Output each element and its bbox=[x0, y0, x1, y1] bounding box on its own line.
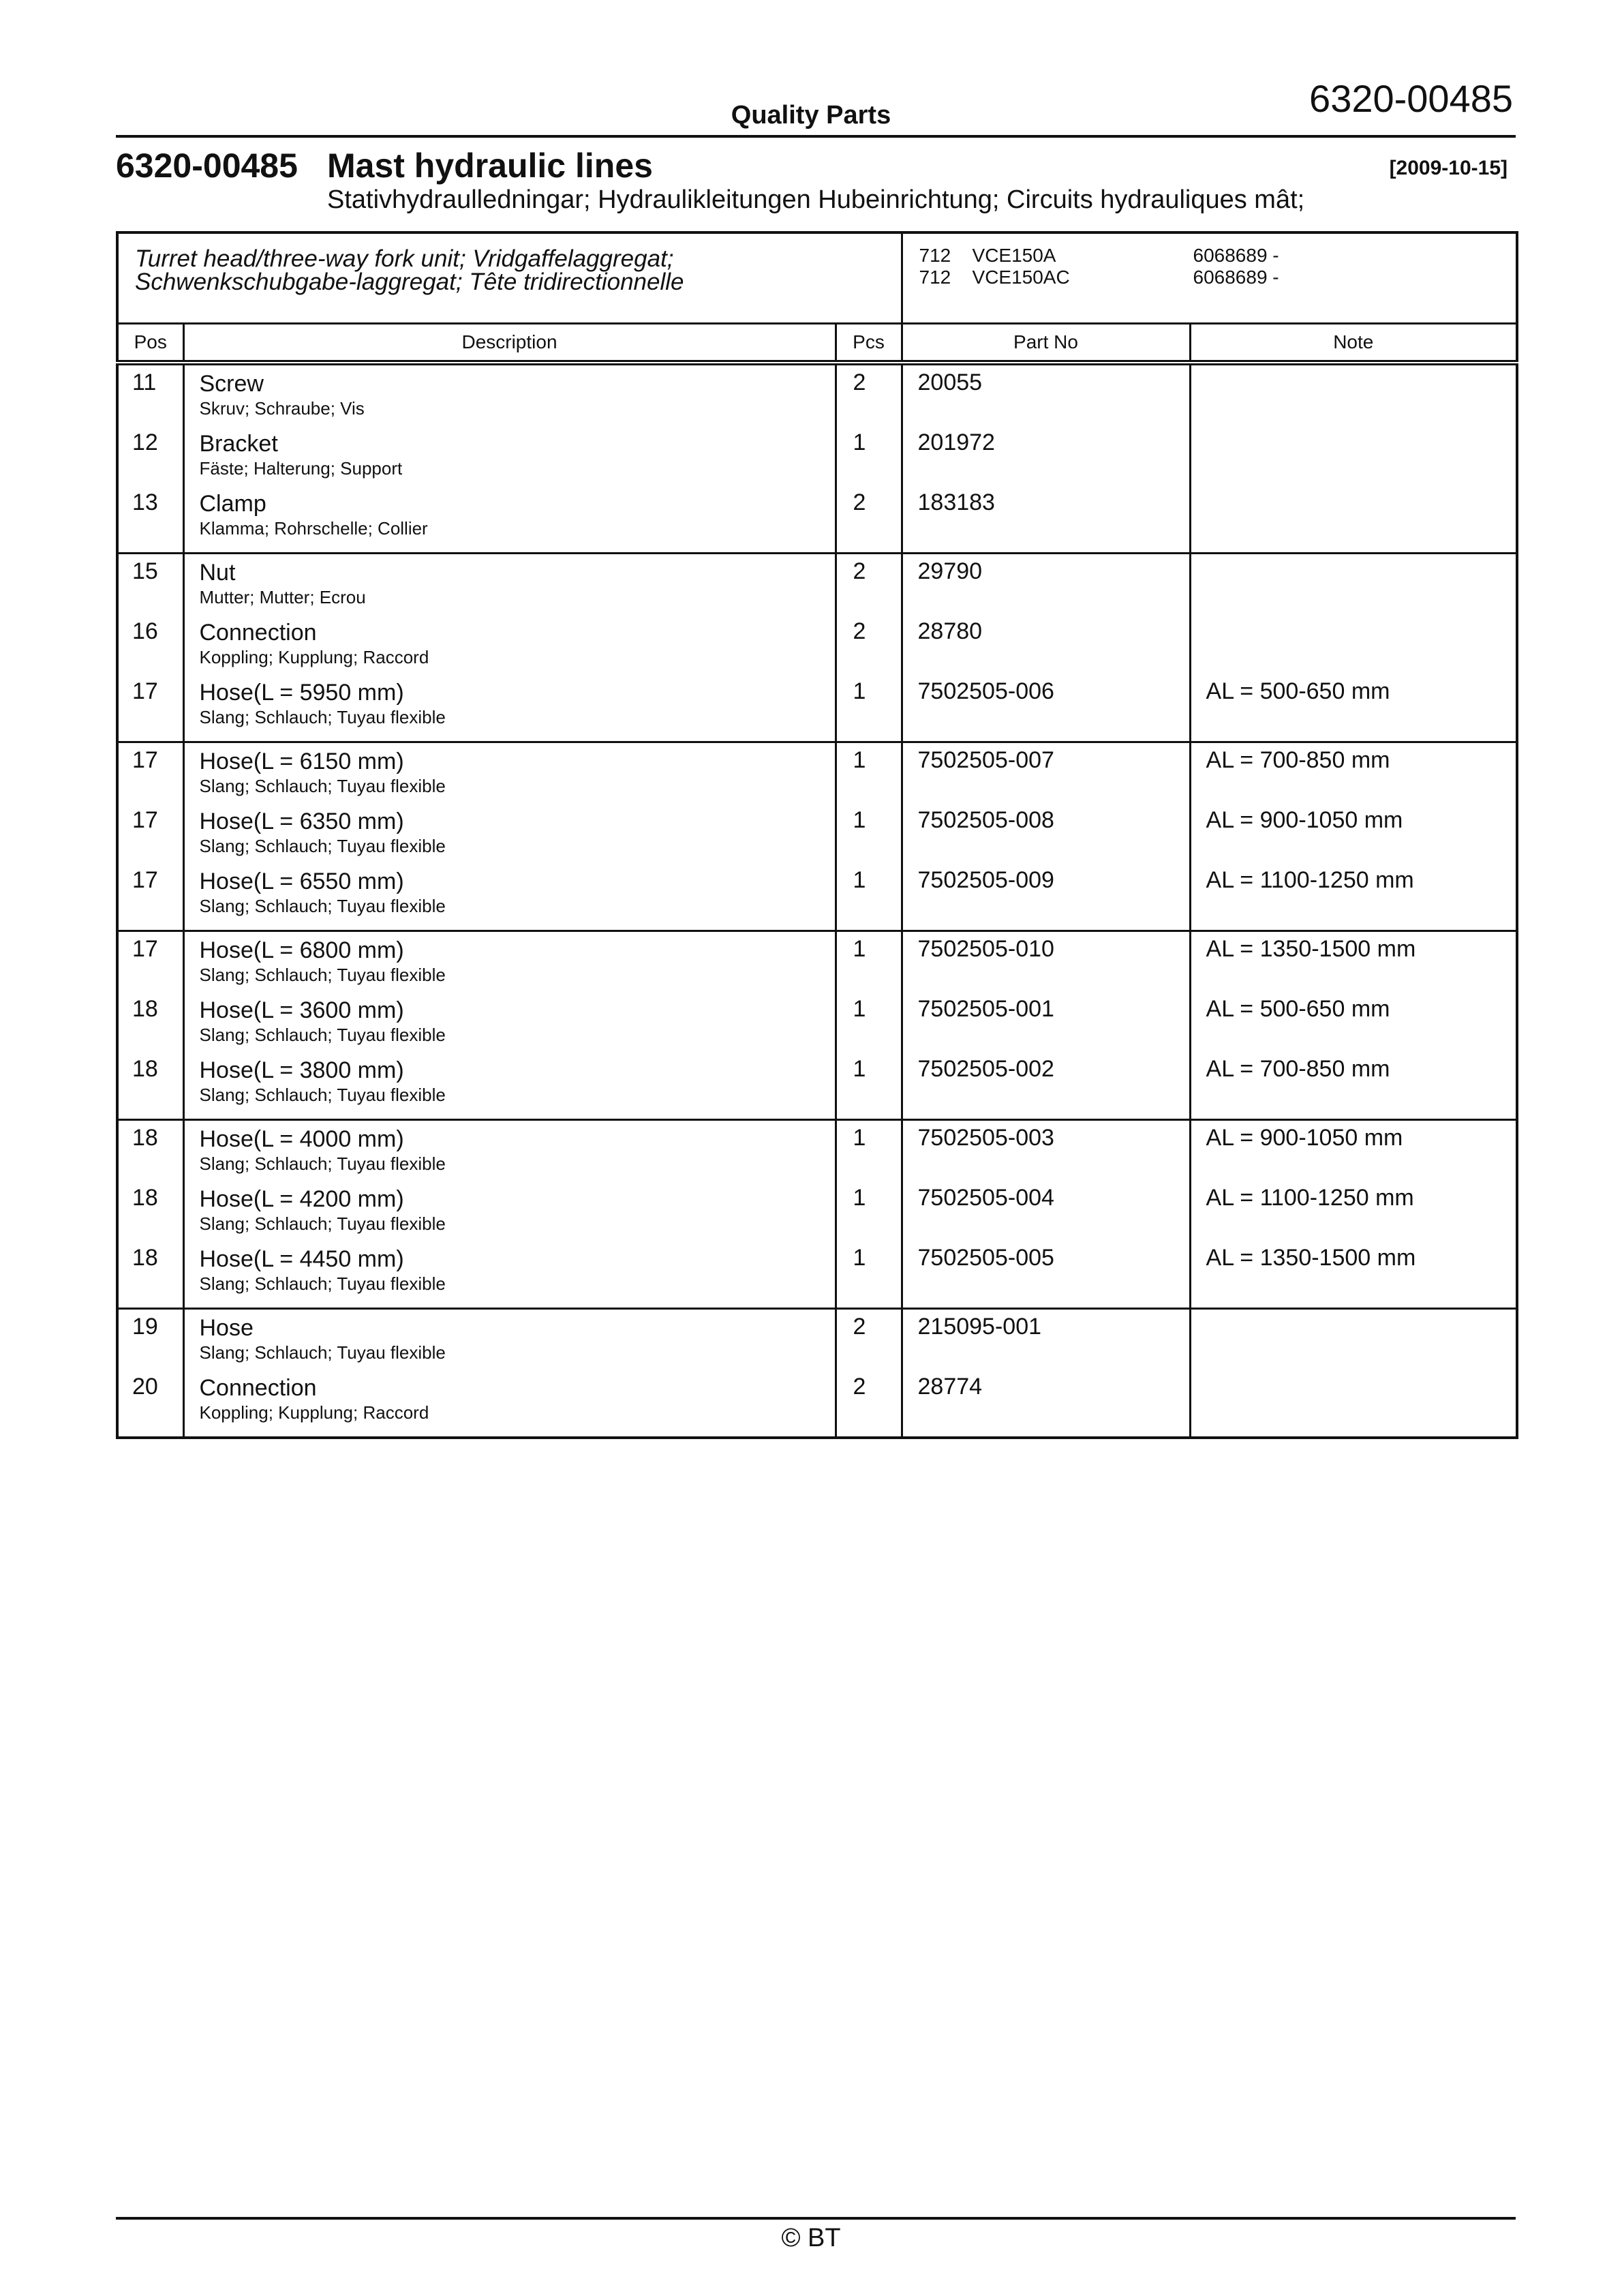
cell-note: AL = 700-850 mm bbox=[1206, 747, 1390, 773]
cell-pos: 12 bbox=[117, 429, 183, 489]
parts-group bbox=[117, 931, 1517, 1120]
cell-note bbox=[1190, 1374, 1517, 1438]
table-row bbox=[117, 489, 1517, 554]
cell-pos: 18 bbox=[117, 996, 183, 1056]
parts-group bbox=[117, 1120, 1517, 1309]
column-header-pcs: Pcs bbox=[836, 324, 902, 363]
part-name: Hose(L = 6350 mm) bbox=[199, 809, 404, 834]
part-name: Screw bbox=[199, 371, 264, 397]
column-header-pos: Pos bbox=[117, 324, 183, 363]
part-translations: Slang; Schlauch; Tuyau flexible bbox=[199, 707, 446, 727]
cell-pcs: 1 bbox=[836, 1185, 902, 1245]
table-row bbox=[117, 1374, 1517, 1438]
cell-description bbox=[183, 489, 836, 554]
cell-pos: 17 bbox=[117, 807, 183, 867]
cell-part-no: 7502505-010 bbox=[902, 931, 1190, 997]
part-name: Hose(L = 6800 mm) bbox=[199, 937, 404, 963]
cell-part-no: 7502505-006 bbox=[902, 678, 1190, 742]
part-name: Hose(L = 4200 mm) bbox=[199, 1186, 404, 1212]
cell-part-no: 28780 bbox=[902, 618, 1190, 678]
model-line bbox=[903, 245, 1516, 267]
unit-description: Turret head/three-way fork unit; Vridgaffelaggregat; Schwenkschubgabe-laggregat; Tête tridirectionnelle bbox=[117, 232, 902, 324]
table-row bbox=[117, 429, 1517, 489]
cell-pcs: 1 bbox=[836, 1056, 902, 1120]
cell-description bbox=[183, 1245, 836, 1309]
cell-description bbox=[183, 429, 836, 489]
table-row bbox=[117, 931, 1517, 997]
cell-pos: 16 bbox=[117, 618, 183, 678]
part-translations: Skruv; Schraube; Vis bbox=[199, 398, 365, 419]
model-line bbox=[903, 267, 1516, 288]
cell-pos: 18 bbox=[117, 1185, 183, 1245]
table-row bbox=[117, 1245, 1517, 1309]
cell-description bbox=[183, 1374, 836, 1438]
table-row bbox=[117, 554, 1517, 619]
cell-note bbox=[1190, 489, 1517, 554]
cell-pcs: 1 bbox=[836, 678, 902, 742]
cell-pos: 17 bbox=[117, 742, 183, 808]
cell-description bbox=[183, 867, 836, 931]
cell-description bbox=[183, 678, 836, 742]
cell-description bbox=[183, 1056, 836, 1120]
part-name: Hose(L = 6150 mm) bbox=[199, 749, 404, 774]
cell-part-no: 201972 bbox=[902, 429, 1190, 489]
column-header-part-no: Part No bbox=[902, 324, 1190, 363]
part-translations: Klamma; Rohrschelle; Collier bbox=[199, 518, 428, 539]
header-title: Quality Parts bbox=[731, 101, 891, 130]
model-code: 712 bbox=[919, 245, 951, 266]
cell-part-no: 7502505-005 bbox=[902, 1245, 1190, 1309]
cell-part-no: 7502505-001 bbox=[902, 996, 1190, 1056]
cell-part-no: 183183 bbox=[902, 489, 1190, 554]
part-name: Hose bbox=[199, 1315, 254, 1341]
cell-description bbox=[183, 742, 836, 808]
cell-part-no: 7502505-007 bbox=[902, 742, 1190, 808]
cell-note bbox=[1190, 618, 1517, 678]
table-row bbox=[117, 1309, 1517, 1374]
cell-pcs: 1 bbox=[836, 996, 902, 1056]
table-row bbox=[117, 1056, 1517, 1120]
cell-note bbox=[1190, 1309, 1517, 1374]
cell-note: AL = 900-1050 mm bbox=[1206, 807, 1403, 833]
cell-pcs: 1 bbox=[836, 429, 902, 489]
cell-pos: 17 bbox=[117, 931, 183, 997]
model-serial: 6068689 - bbox=[1193, 267, 1279, 288]
table-row bbox=[117, 807, 1517, 867]
cell-note: AL = 1350-1500 mm bbox=[1206, 936, 1416, 962]
part-name: Hose(L = 5950 mm) bbox=[199, 680, 404, 706]
cell-description bbox=[183, 554, 836, 619]
cell-part-no: 7502505-003 bbox=[902, 1120, 1190, 1185]
title-date: [2009-10-15] bbox=[1389, 157, 1508, 179]
cell-note bbox=[1190, 429, 1517, 489]
cell-description bbox=[183, 996, 836, 1056]
model-code: 712 bbox=[919, 267, 951, 288]
cell-description bbox=[183, 1185, 836, 1245]
cell-description bbox=[183, 1120, 836, 1185]
cell-pos: 13 bbox=[117, 489, 183, 554]
cell-part-no: 7502505-008 bbox=[902, 807, 1190, 867]
cell-pcs: 1 bbox=[836, 807, 902, 867]
table-header bbox=[117, 324, 1517, 363]
cell-description bbox=[183, 618, 836, 678]
cell-part-no: 7502505-009 bbox=[902, 867, 1190, 931]
cell-pcs: 1 bbox=[836, 867, 902, 931]
cell-pcs: 1 bbox=[836, 931, 902, 997]
title-code: 6320-00485 bbox=[116, 147, 298, 185]
cell-note: AL = 500-650 mm bbox=[1190, 678, 1517, 742]
part-translations: Slang; Schlauch; Tuyau flexible bbox=[199, 836, 446, 856]
cell-pos: 18 bbox=[117, 1056, 183, 1120]
part-translations: Koppling; Kupplung; Raccord bbox=[199, 647, 429, 667]
cell-note: AL = 1100-1250 mm bbox=[1206, 1185, 1414, 1211]
part-name: Hose(L = 6550 mm) bbox=[199, 868, 404, 894]
cell-pos: 19 bbox=[117, 1309, 183, 1374]
part-name: Hose(L = 4450 mm) bbox=[199, 1246, 404, 1272]
cell-pos: 20 bbox=[117, 1374, 183, 1438]
cell-description bbox=[183, 807, 836, 867]
part-translations: Slang; Schlauch; Tuyau flexible bbox=[199, 896, 446, 916]
part-name: Connection bbox=[199, 620, 317, 646]
cell-pcs: 2 bbox=[836, 363, 902, 429]
cell-pcs: 2 bbox=[836, 1374, 902, 1438]
cell-description bbox=[183, 931, 836, 997]
part-translations: Slang; Schlauch; Tuyau flexible bbox=[199, 1025, 446, 1045]
cell-description bbox=[183, 1309, 836, 1374]
cell-pcs: 1 bbox=[836, 742, 902, 808]
title-translations: Stativhydraulledningar; Hydraulikleitungen Hubeinrichtung; Circuits hydrauliques mât; bbox=[327, 185, 1305, 214]
cell-pos: 17 bbox=[117, 867, 183, 931]
model-serial: 6068689 - bbox=[1193, 245, 1279, 266]
model-name: VCE150AC bbox=[972, 267, 1070, 288]
table-row bbox=[117, 618, 1517, 678]
cell-note: AL = 500-650 mm bbox=[1206, 996, 1390, 1022]
cell-pos: 17 bbox=[117, 678, 183, 742]
table-row bbox=[117, 996, 1517, 1056]
cell-note bbox=[1190, 363, 1517, 429]
cell-pcs: 2 bbox=[836, 1309, 902, 1374]
part-translations: Fäste; Halterung; Support bbox=[199, 458, 403, 479]
part-translations: Koppling; Kupplung; Raccord bbox=[199, 1402, 429, 1423]
parts-group bbox=[117, 363, 1517, 554]
column-header-description: Description bbox=[183, 324, 836, 363]
unit-row bbox=[117, 232, 1517, 324]
cell-pos: 15 bbox=[117, 554, 183, 619]
part-translations: Slang; Schlauch; Tuyau flexible bbox=[199, 776, 446, 796]
parts-group bbox=[117, 742, 1517, 931]
cell-pos: 18 bbox=[117, 1120, 183, 1185]
part-translations: Slang; Schlauch; Tuyau flexible bbox=[199, 1342, 446, 1363]
part-name: Hose(L = 3800 mm) bbox=[199, 1057, 404, 1083]
cell-part-no: 7502505-004 bbox=[902, 1185, 1190, 1245]
cell-note: AL = 700-850 mm bbox=[1190, 1056, 1517, 1120]
cell-part-no: 28774 bbox=[902, 1374, 1190, 1438]
part-name: Hose(L = 4000 mm) bbox=[199, 1126, 404, 1152]
parts-group bbox=[117, 554, 1517, 742]
footer-rule bbox=[116, 2217, 1516, 2220]
cell-description bbox=[183, 363, 836, 429]
copyright: © BT bbox=[781, 2224, 841, 2252]
part-name: Nut bbox=[199, 560, 236, 586]
cell-pcs: 2 bbox=[836, 489, 902, 554]
cell-note: AL = 1100-1250 mm bbox=[1190, 867, 1517, 931]
cell-part-no: 20055 bbox=[902, 363, 1190, 429]
column-header-note: Note bbox=[1190, 324, 1517, 363]
header-rule bbox=[116, 135, 1516, 138]
cell-pcs: 2 bbox=[836, 554, 902, 619]
page-title: Mast hydraulic lines bbox=[327, 147, 653, 185]
part-translations: Mutter; Mutter; Ecrou bbox=[199, 587, 366, 607]
table-row bbox=[117, 363, 1517, 429]
cell-pos: 18 bbox=[117, 1245, 183, 1309]
cell-part-no: 29790 bbox=[902, 554, 1190, 619]
cell-pcs: 1 bbox=[836, 1120, 902, 1185]
table-row bbox=[117, 1120, 1517, 1185]
cell-note: AL = 900-1050 mm bbox=[1206, 1125, 1403, 1151]
part-translations: Slang; Schlauch; Tuyau flexible bbox=[199, 1213, 446, 1234]
cell-part-no: 215095-001 bbox=[902, 1309, 1190, 1374]
part-name: Hose(L = 3600 mm) bbox=[199, 997, 404, 1023]
table-row bbox=[117, 1185, 1517, 1245]
part-name: Clamp bbox=[199, 491, 266, 517]
cell-note: AL = 1350-1500 mm bbox=[1190, 1245, 1517, 1309]
parts-table bbox=[116, 231, 1518, 1439]
cell-note bbox=[1190, 554, 1517, 619]
parts-group bbox=[117, 1309, 1517, 1438]
part-translations: Slang; Schlauch; Tuyau flexible bbox=[199, 1085, 446, 1105]
table-row bbox=[117, 678, 1517, 742]
part-name: Bracket bbox=[199, 431, 278, 457]
part-name: Connection bbox=[199, 1375, 317, 1401]
cell-pos: 11 bbox=[117, 363, 183, 429]
model-name: VCE150A bbox=[972, 245, 1056, 266]
cell-pcs: 2 bbox=[836, 618, 902, 678]
cell-part-no: 7502505-002 bbox=[902, 1056, 1190, 1120]
part-translations: Slang; Schlauch; Tuyau flexible bbox=[199, 1273, 446, 1294]
table-row bbox=[117, 742, 1517, 808]
part-translations: Slang; Schlauch; Tuyau flexible bbox=[199, 965, 446, 985]
cell-pcs: 1 bbox=[836, 1245, 902, 1309]
document-number: 6320-00485 bbox=[1309, 77, 1513, 120]
table-row bbox=[117, 867, 1517, 931]
unit-models bbox=[902, 232, 1517, 324]
part-translations: Slang; Schlauch; Tuyau flexible bbox=[199, 1153, 446, 1174]
title-row bbox=[116, 143, 1516, 191]
